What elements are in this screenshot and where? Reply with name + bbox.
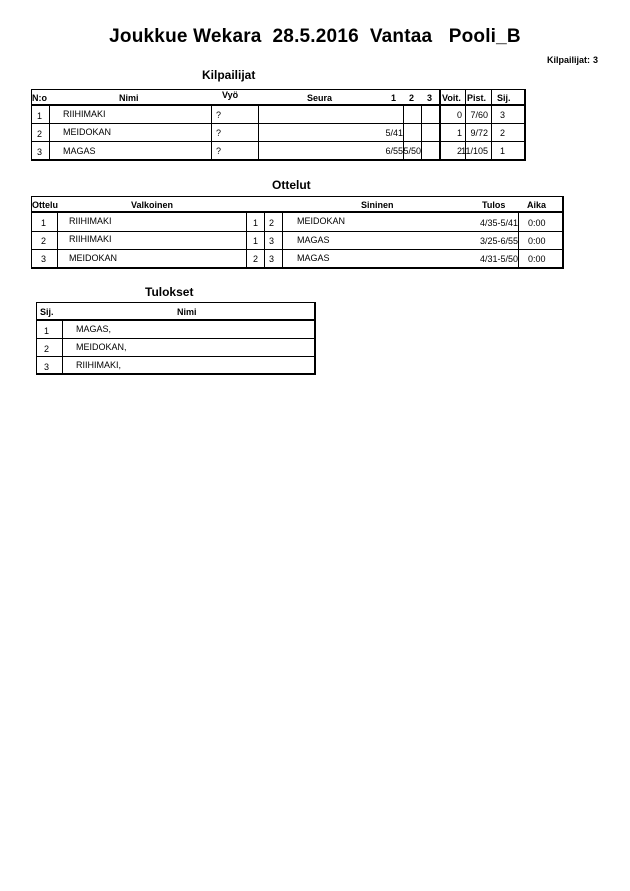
match-blue-name: MEIDOKAN	[297, 216, 346, 226]
col-white-header: Valkoinen	[131, 200, 174, 210]
col-wins-header: Voit.	[442, 93, 461, 103]
result-name: RIIHIMAKI,	[76, 360, 122, 370]
competitor-wins: 1	[456, 128, 462, 138]
competitor-points: 9/72	[470, 128, 488, 138]
competitor-no: 1	[37, 111, 43, 121]
competitors-section-title: Kilpailijat	[202, 68, 256, 82]
col-rule	[57, 213, 58, 269]
match-blue-name: MAGAS	[297, 235, 330, 245]
page-title: Joukkue Wekara 28.5.2016 Vantaa Pooli_B	[109, 26, 521, 47]
competitor-rank: 2	[500, 128, 506, 138]
competitor-round-2: 5/50	[403, 146, 421, 156]
result-rank: 3	[44, 362, 50, 372]
col-rule	[62, 321, 63, 375]
results-table	[36, 302, 316, 375]
col-time-header: Aika	[527, 200, 547, 210]
result-rank: 2	[44, 344, 50, 354]
row-rule	[31, 123, 526, 124]
match-time: 0:00	[528, 218, 546, 228]
competitor-wins: 0	[456, 110, 462, 120]
match-time: 0:00	[528, 254, 546, 264]
competitor-no: 2	[37, 129, 43, 139]
match-result: 4/35-5/41	[479, 218, 518, 228]
col-r2-header: 2	[409, 93, 415, 103]
col-rule	[264, 213, 265, 269]
competitor-name: MAGAS	[63, 146, 96, 156]
match-no: 3	[41, 254, 47, 264]
matches-section-title: Ottelut	[272, 178, 311, 192]
col-no-header: N:o	[32, 93, 47, 103]
row-rule	[36, 338, 316, 339]
row-rule	[36, 356, 316, 357]
match-white-no: 1	[253, 218, 259, 228]
col-blue-header: Sininen	[361, 200, 394, 210]
competitor-count-value: 3	[592, 55, 598, 65]
competitor-belt: ?	[216, 146, 222, 156]
col-rank-header: Sij.	[497, 93, 511, 103]
col-rule-thick	[439, 89, 441, 161]
competitors-header-rule	[31, 104, 526, 106]
competitor-round-1: 6/55	[385, 146, 403, 156]
col-rule	[518, 213, 519, 269]
match-white-no: 2	[253, 254, 259, 264]
col-club-header: Seura	[307, 93, 333, 103]
competitor-name: MEIDOKAN	[63, 127, 112, 137]
competitor-count-label: Kilpailijat:	[546, 55, 590, 65]
result-name: MAGAS,	[76, 324, 112, 334]
col-rule	[211, 106, 212, 161]
match-white-name: RIIHIMAKI	[69, 234, 112, 244]
match-white-no: 1	[253, 236, 259, 246]
result-name: MEIDOKAN,	[76, 342, 127, 352]
col-points-header: Pist.	[467, 93, 487, 103]
match-no: 1	[41, 218, 47, 228]
match-blue-name: MAGAS	[297, 253, 330, 263]
col-belt-header: Vyö	[222, 90, 239, 100]
competitor-points: 7/60	[470, 110, 488, 120]
col-rule	[282, 213, 283, 269]
col-r1-header: 1	[391, 93, 397, 103]
match-blue-no: 3	[269, 236, 275, 246]
col-rank-header: Sij.	[40, 307, 54, 317]
matches-table	[31, 196, 564, 269]
competitor-count	[544, 55, 598, 65]
match-no: 2	[41, 236, 47, 246]
match-result: 3/25-6/55	[479, 236, 518, 246]
competitor-rank: 1	[500, 146, 506, 156]
col-result-header: Tulos	[482, 200, 506, 210]
competitors-table	[31, 89, 526, 161]
col-rule	[258, 106, 259, 161]
competitor-rank: 3	[500, 110, 506, 120]
match-result: 4/31-5/50	[479, 254, 518, 264]
match-blue-no: 2	[269, 218, 275, 228]
match-white-name: MEIDOKAN	[69, 253, 118, 263]
col-rule	[49, 106, 50, 161]
competitor-round-1: 5/41	[385, 128, 403, 138]
row-rule	[31, 249, 564, 250]
col-rule	[421, 106, 422, 161]
row-rule	[31, 141, 526, 142]
competitor-points: 11/105	[461, 146, 488, 156]
match-time: 0:00	[528, 236, 546, 246]
competitor-belt: ?	[216, 110, 222, 120]
match-white-name: RIIHIMAKI	[69, 216, 112, 226]
result-rank: 1	[44, 326, 50, 336]
col-match-header: Ottelu	[32, 200, 58, 210]
col-name-header: Nimi	[119, 93, 139, 103]
competitor-name: RIIHIMAKI	[63, 109, 106, 119]
matches-header-rule	[31, 211, 564, 213]
competitor-belt: ?	[216, 128, 222, 138]
results-section-title: Tulokset	[145, 285, 194, 299]
col-name-header: Nimi	[177, 307, 197, 317]
row-rule	[31, 231, 564, 232]
col-rule	[246, 213, 247, 269]
match-blue-no: 3	[269, 254, 275, 264]
competitor-no: 3	[37, 147, 43, 157]
col-r3-header: 3	[427, 93, 433, 103]
col-rule	[491, 89, 492, 161]
competitor-wins: 2	[456, 146, 462, 156]
results-header-rule	[36, 319, 316, 321]
